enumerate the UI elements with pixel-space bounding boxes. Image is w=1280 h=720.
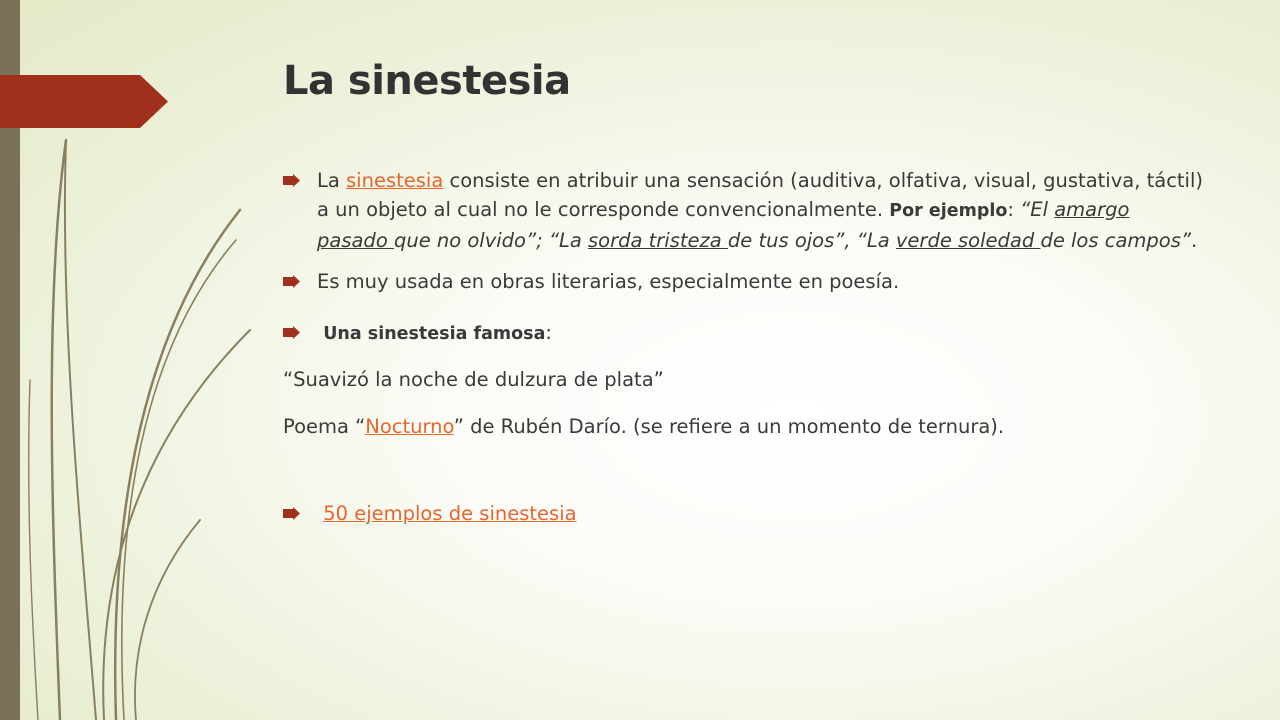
poem-post: ” de Rubén Darío. (se refiere a un momento de ternura). (453, 415, 1005, 438)
example-colon: : (1007, 198, 1021, 221)
poem-reference (283, 412, 1203, 441)
sinestesia-link[interactable]: sinestesia (346, 169, 444, 192)
examples-link[interactable]: 50 ejemplos de sinestesia (323, 502, 577, 525)
example-label: Por ejemplo (889, 201, 1008, 221)
bullet-usage (283, 267, 1203, 296)
famous-colon: : (545, 321, 552, 344)
definition-text: consiste en atribuir una sensación (auditiva, olfativa, visual, gustativa, táctil) a un objeto al cual no le corresponde convencionalmente. (317, 169, 1204, 221)
usage-text: Es muy usada en obras literarias, especialmente en poesía. (317, 270, 900, 293)
title-accent-tab (0, 75, 168, 128)
bullet-famous (283, 318, 1203, 349)
slide-title: La sinestesia (283, 58, 571, 104)
bullet-examples-link (283, 499, 1203, 528)
example-quote-2-rest: de tus ojos”, “La (727, 229, 896, 252)
arrow-bullet-icon (283, 499, 305, 528)
example-phrase-3: verde soledad (895, 229, 1041, 252)
famous-quote: “Suavizó la noche de dulzura de plata” (283, 368, 664, 391)
example-quote-1-rest: que no olvido”; “La (393, 229, 588, 252)
nocturno-link[interactable]: Nocturno (365, 415, 454, 438)
arrow-bullet-icon (283, 267, 305, 296)
slide-content (283, 166, 1203, 528)
example-phrase-1: amargo pasado (317, 198, 1130, 252)
poem-pre: Poema “ (283, 415, 366, 438)
example-phrase-2: sorda tristeza (587, 229, 728, 252)
arrow-bullet-icon (283, 166, 305, 195)
arrow-bullet-icon (283, 318, 305, 347)
definition-end: . (1190, 229, 1198, 252)
example-quote-3-rest: de los campos” (1040, 229, 1191, 252)
famous-label: Una sinestesia famosa (323, 324, 546, 344)
bullet-definition (283, 166, 1203, 255)
definition-lead: La (317, 169, 347, 192)
example-quote-1-open: “El (1020, 198, 1055, 221)
